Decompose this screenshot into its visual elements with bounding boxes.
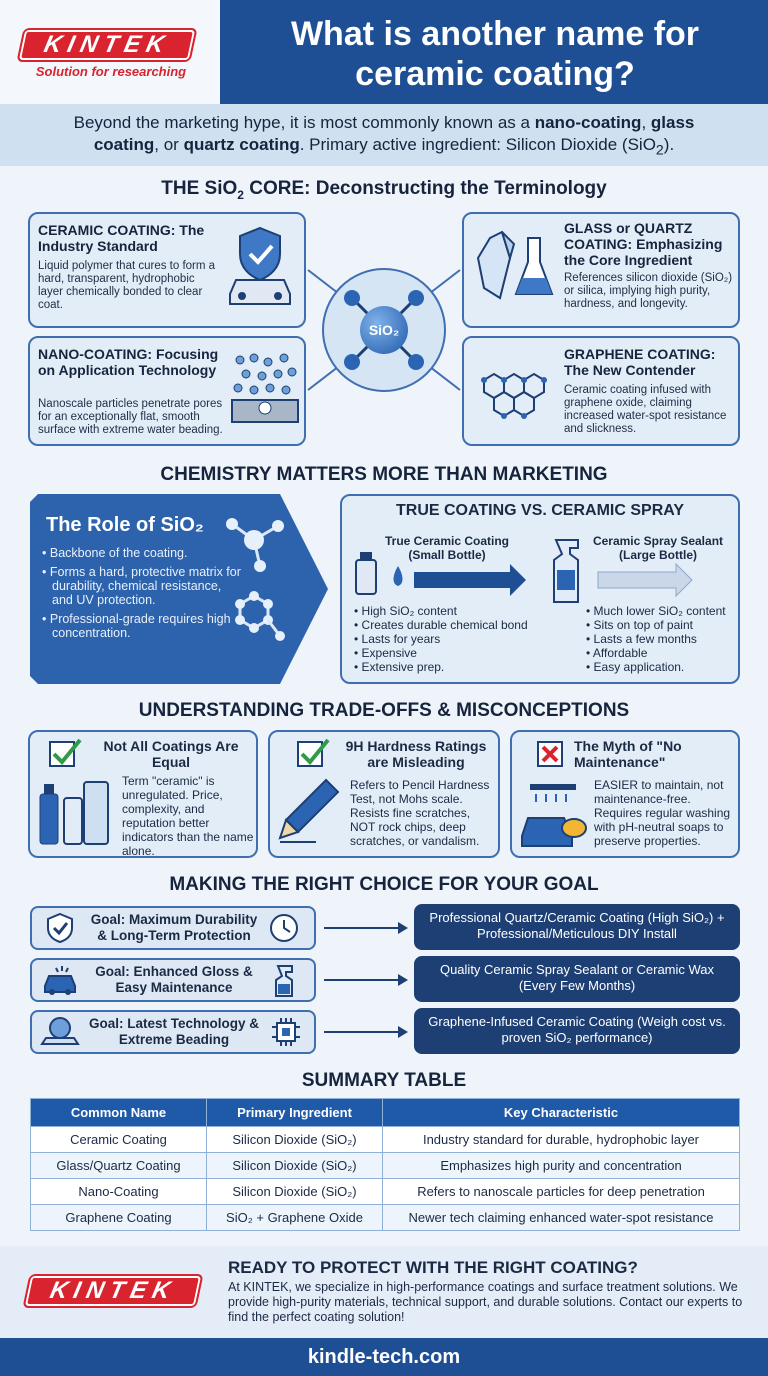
true-point: • Expensive xyxy=(354,646,544,660)
kintek-logo[interactable]: KINTEK xyxy=(19,30,195,60)
spray-head: Ceramic Spray Sealant (Large Bottle) xyxy=(592,534,724,562)
water-bead-icon xyxy=(40,1014,80,1050)
table-row xyxy=(31,1153,740,1179)
goal-arrow xyxy=(324,927,400,929)
compare-title: TRUE COATING VS. CERAMIC SPRAY xyxy=(395,502,685,519)
intro-quartz: quartz coating xyxy=(183,135,300,154)
intro-comma: , xyxy=(641,113,651,132)
header xyxy=(0,0,768,104)
tradeoff-title-hardness: 9H Hardness Ratings are Misleading xyxy=(345,738,487,770)
table-header-row xyxy=(31,1099,740,1127)
goal-arrow xyxy=(324,979,400,981)
table-header: Key Characteristic xyxy=(383,1099,740,1127)
table-header: Primary Ingredient xyxy=(207,1099,383,1127)
intro-text xyxy=(40,112,728,161)
cta-title: READY TO PROTECT WITH THE RIGHT COATING? xyxy=(228,1258,638,1277)
clock-icon xyxy=(268,912,300,944)
tradeoff-title-maintenance: The Myth of "No Maintenance" xyxy=(574,738,682,770)
role-point: • Forms a hard, protective matrix for durability, chemical resistance, and UV protection. xyxy=(42,565,241,607)
card-graphene-desc: Ceramic coating infused with graphene oxide, claiming increased water-spot resistance and slickness. xyxy=(564,384,727,435)
card-nano-desc: Nanoscale particles penetrate pores for an exceptionally flat, smooth surface with extreme water beading. xyxy=(38,398,223,436)
spray-points xyxy=(586,604,736,674)
table-header: Common Name xyxy=(31,1099,207,1127)
goal-arrow xyxy=(324,1031,400,1033)
role-point: • Backbone of the coating. xyxy=(42,546,188,560)
card-nano-title: NANO-COATING: Focusing on Application Technology xyxy=(38,346,219,378)
card-ceramic-desc: Liquid polymer that cures to form a hard, transparent, hydrophobic layer chemically bonded to clear coat. xyxy=(38,260,216,311)
core-title-sub: 2 xyxy=(237,187,244,202)
core-section-title xyxy=(0,178,768,202)
rec-durability[interactable]: Professional Quartz/Ceramic Coating (High SiO₂) + Professional/Meticulous DIY Install xyxy=(414,904,740,950)
checkmark-icon xyxy=(296,738,330,768)
true-point: • Creates durable chemical bond xyxy=(354,618,544,632)
table-cell: Ceramic Coating xyxy=(31,1127,207,1153)
spray-point: • Sits on top of paint xyxy=(586,618,736,632)
molecule-icon xyxy=(220,512,290,662)
card-ceramic-title: CERAMIC COATING: The Industry Standard xyxy=(38,222,205,254)
table-cell: SiO₂ + Graphene Oxide xyxy=(207,1205,383,1231)
small-bottle-icon xyxy=(352,538,542,602)
shield-icon xyxy=(44,912,76,944)
true-coating-points xyxy=(354,604,544,674)
nano-particles-icon xyxy=(230,350,300,430)
intro-sub: 2 xyxy=(655,142,664,159)
spray-point: • Easy application. xyxy=(586,660,736,674)
goal-text: Goal: Latest Technology & Extreme Beading xyxy=(88,1016,259,1047)
table-cell: Graphene Coating xyxy=(31,1205,207,1231)
cross-icon xyxy=(536,738,566,768)
tradeoff-desc-maintenance: EASIER to maintain, not maintenance-free. Requires regular washing with pH-neutral soaps to preserve properties. xyxy=(594,778,731,848)
intro-or: , or xyxy=(154,135,184,154)
table-cell: Newer tech claiming enhanced water-spot resistance xyxy=(383,1205,740,1231)
card-glass-desc: References silicon dioxide (SiO₂) or silica, implying high purity, hardness, and longevity. xyxy=(564,272,733,310)
page-title: What is another name for ceramic coating? xyxy=(290,15,700,93)
card-glass-title: GLASS or QUARTZ COATING: Emphasizing the Core Ingredient xyxy=(564,220,723,268)
card-graphene-title: GRAPHENE COATING: The New Contender xyxy=(564,346,716,378)
spray-point: • Affordable xyxy=(586,646,736,660)
crystal-flask-icon xyxy=(470,228,558,308)
table-row xyxy=(31,1179,740,1205)
spray-point: • Much lower SiO₂ content xyxy=(586,604,736,618)
car-wash-icon xyxy=(516,780,590,850)
tradeoffs-section-title: UNDERSTANDING TRADE-OFFS & MISCONCEPTIONS xyxy=(138,700,630,721)
car-icon xyxy=(42,964,78,996)
core-title-b: CORE: Deconstructing the Terminology xyxy=(243,178,607,199)
spray-bottle-icon xyxy=(272,964,298,998)
goals-section-title: MAKING THE RIGHT CHOICE FOR YOUR GOAL xyxy=(169,874,599,895)
footer-link[interactable]: kindle-tech.com xyxy=(0,1338,768,1376)
car-shield-icon xyxy=(224,224,296,308)
role-point: • Professional-grade requires high concentration. xyxy=(42,612,231,640)
table-cell: Silicon Dioxide (SiO₂) xyxy=(207,1153,383,1179)
table-cell: Silicon Dioxide (SiO₂) xyxy=(207,1179,383,1205)
true-point: • Extensive prep. xyxy=(354,660,544,674)
table-row xyxy=(31,1205,740,1231)
table-cell: Glass/Quartz Coating xyxy=(31,1153,207,1179)
table-cell: Industry standard for durable, hydrophobic layer xyxy=(383,1127,740,1153)
goal-text: Goal: Maximum Durability & Long-Term Protection xyxy=(90,912,258,943)
bottles-icon xyxy=(36,774,112,850)
goal-arrow-head xyxy=(398,1026,408,1038)
table-cell: Refers to nanoscale particles for deep penetration xyxy=(383,1179,740,1205)
role-title: The Role of SiO₂ xyxy=(46,514,204,536)
rec-technology[interactable]: Graphene-Infused Ceramic Coating (Weigh cost vs. proven SiO₂ performance) xyxy=(414,1008,740,1054)
graphene-lattice-icon xyxy=(470,360,558,430)
logo-tagline: Solution for researching xyxy=(35,64,187,79)
role-list xyxy=(42,546,242,645)
true-point: • Lasts for years xyxy=(354,632,544,646)
chip-icon xyxy=(270,1016,302,1048)
chemistry-section-title: CHEMISTRY MATTERS MORE THAN MARKETING xyxy=(160,464,608,485)
summary-section-title: SUMMARY TABLE xyxy=(301,1070,467,1091)
pencil-icon xyxy=(276,776,344,846)
goal-text: Goal: Enhanced Gloss & Easy Maintenance xyxy=(95,964,253,995)
intro-part2: . Primary active ingredient: Silicon Dioxide (SiO xyxy=(299,135,656,154)
cta-text: At KINTEK, we specialize in high-performance coatings and surface treatment solutions. We provide high-purity materials, technical support, and durable solutions. Contact our experts to find the perfect coating solution! xyxy=(228,1280,743,1324)
tradeoff-desc-coatings: Term "ceramic" is unregulated. Price, complexity, and reputation better indicators than the name alone. xyxy=(122,774,254,858)
tradeoff-desc-hardness: Refers to Pencil Hardness Test, not Mohs scale. Resists fine scratches, NOT rock chips, deep scratches, or vandalism. xyxy=(350,778,490,848)
table-cell: Emphasizes high purity and concentration xyxy=(383,1153,740,1179)
sio2-center-label: SiO₂ xyxy=(360,306,408,354)
goal-arrow-head xyxy=(398,922,408,934)
true-coating-head: True Ceramic Coating (Small Bottle) xyxy=(384,534,510,562)
table-cell: Silicon Dioxide (SiO₂) xyxy=(207,1127,383,1153)
spray-point: • Lasts a few months xyxy=(586,632,736,646)
intro-nano: nano-coating xyxy=(534,113,642,132)
intro-end: ). xyxy=(663,135,675,154)
cta-kintek-logo[interactable]: KINTEK xyxy=(25,1276,201,1306)
true-point: • High SiO₂ content xyxy=(354,604,544,618)
rec-gloss[interactable]: Quality Ceramic Spray Sealant or Ceramic Wax (Every Few Months) xyxy=(414,956,740,1002)
summary-table xyxy=(30,1098,740,1231)
checkmark-icon xyxy=(48,738,82,768)
goal-arrow-head xyxy=(398,974,408,986)
tradeoff-title-coatings: Not All Coatings Are Equal xyxy=(103,738,239,770)
core-title-a: THE SiO xyxy=(161,178,238,199)
intro-glass: glass coating xyxy=(93,113,695,154)
spray-bottle-icon xyxy=(548,534,698,606)
intro-part1: Beyond the marketing hype, it is most commonly known as a xyxy=(73,113,535,132)
table-row xyxy=(31,1127,740,1153)
table-cell: Nano-Coating xyxy=(31,1179,207,1205)
